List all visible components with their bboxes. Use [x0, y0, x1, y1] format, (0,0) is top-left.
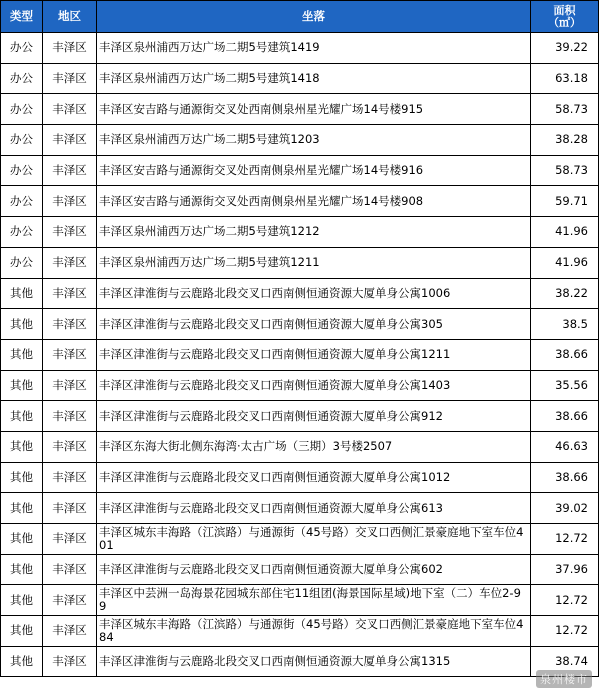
cell-district: 丰泽区: [43, 186, 97, 217]
cell-location: 丰泽区津淮街与云鹿路北段交叉口西南侧恒通资源大厦单身公寓1006: [97, 278, 531, 309]
cell-area: 38.28: [531, 125, 599, 156]
cell-location: 丰泽区津淮街与云鹿路北段交叉口西南侧恒通资源大厦单身公寓613: [97, 493, 531, 524]
cell-area: 39.02: [531, 493, 599, 524]
cell-area: 39.22: [531, 33, 599, 64]
cell-district: 丰泽区: [43, 247, 97, 278]
cell-type: 其他: [1, 616, 43, 647]
header-row: [1, 1, 599, 33]
table-row: [1, 616, 599, 647]
cell-type: 办公: [1, 247, 43, 278]
cell-type: 其他: [1, 554, 43, 585]
cell-type: 其他: [1, 462, 43, 493]
cell-area: 35.56: [531, 370, 599, 401]
cell-location: 丰泽区津淮街与云鹿路北段交叉口西南侧恒通资源大厦单身公寓912: [97, 401, 531, 432]
cell-area: 37.96: [531, 554, 599, 585]
cell-type: 办公: [1, 94, 43, 125]
cell-location: 丰泽区津淮街与云鹿路北段交叉口西南侧恒通资源大厦单身公寓305: [97, 309, 531, 340]
cell-district: 丰泽区: [43, 616, 97, 647]
cell-type: 其他: [1, 493, 43, 524]
table-row: [1, 94, 599, 125]
cell-location: 丰泽区城东丰海路（江滨路）与通源街（45号路）交叉口西侧汇景豪庭地下室车位401: [97, 524, 531, 555]
cell-district: 丰泽区: [43, 155, 97, 186]
cell-area: 38.22: [531, 278, 599, 309]
header-location: 坐落: [97, 1, 531, 33]
cell-district: 丰泽区: [43, 646, 97, 677]
table-row: [1, 370, 599, 401]
table-row: [1, 493, 599, 524]
cell-location: 丰泽区津淮街与云鹿路北段交叉口西南侧恒通资源大厦单身公寓1012: [97, 462, 531, 493]
cell-type: 其他: [1, 401, 43, 432]
cell-location: 丰泽区津淮街与云鹿路北段交叉口西南侧恒通资源大厦单身公寓602: [97, 554, 531, 585]
cell-location: 丰泽区泉州浦西万达广场二期5号建筑1212: [97, 217, 531, 248]
header-area: [531, 1, 599, 33]
cell-location: 丰泽区中芸洲一岛海景花园城东部住宅11组团(海景国际星域)地下室（二）车位2-99: [97, 585, 531, 616]
cell-type: 办公: [1, 125, 43, 156]
cell-type: 其他: [1, 585, 43, 616]
table-row: [1, 585, 599, 616]
cell-district: 丰泽区: [43, 401, 97, 432]
cell-area: 38.66: [531, 401, 599, 432]
cell-area: 38.74: [531, 646, 599, 677]
cell-location: 丰泽区安吉路与通源街交叉处西南侧泉州星光耀广场14号楼908: [97, 186, 531, 217]
cell-district: 丰泽区: [43, 33, 97, 64]
cell-type: 办公: [1, 186, 43, 217]
cell-district: 丰泽区: [43, 309, 97, 340]
cell-district: 丰泽区: [43, 217, 97, 248]
table-row: [1, 554, 599, 585]
table-row: [1, 646, 599, 677]
table-row: [1, 339, 599, 370]
cell-type: 其他: [1, 278, 43, 309]
cell-district: 丰泽区: [43, 63, 97, 94]
cell-district: 丰泽区: [43, 278, 97, 309]
cell-district: 丰泽区: [43, 585, 97, 616]
cell-district: 丰泽区: [43, 524, 97, 555]
cell-area: 58.73: [531, 94, 599, 125]
cell-district: 丰泽区: [43, 339, 97, 370]
cell-type: 其他: [1, 524, 43, 555]
table-row: [1, 63, 599, 94]
table-row: [1, 462, 599, 493]
table-row: [1, 125, 599, 156]
cell-district: 丰泽区: [43, 94, 97, 125]
cell-type: 办公: [1, 63, 43, 94]
cell-type: 其他: [1, 370, 43, 401]
cell-area: 59.71: [531, 186, 599, 217]
cell-location: 丰泽区津淮街与云鹿路北段交叉口西南侧恒通资源大厦单身公寓1315: [97, 646, 531, 677]
cell-location: 丰泽区泉州浦西万达广场二期5号建筑1419: [97, 33, 531, 64]
cell-location: 丰泽区泉州浦西万达广场二期5号建筑1418: [97, 63, 531, 94]
cell-area: 38.66: [531, 339, 599, 370]
cell-location: 丰泽区泉州浦西万达广场二期5号建筑1211: [97, 247, 531, 278]
watermark: 泉州楼市: [536, 670, 592, 688]
cell-location: 丰泽区津淮街与云鹿路北段交叉口西南侧恒通资源大厦单身公寓1211: [97, 339, 531, 370]
cell-district: 丰泽区: [43, 125, 97, 156]
table-row: [1, 401, 599, 432]
table-row: [1, 278, 599, 309]
cell-location: 丰泽区泉州浦西万达广场二期5号建筑1203: [97, 125, 531, 156]
table-row: [1, 309, 599, 340]
cell-location: 丰泽区东海大街北侧东海湾·太古广场（三期）3号楼2507: [97, 431, 531, 462]
cell-location: 丰泽区安吉路与通源街交叉处西南侧泉州星光耀广场14号楼915: [97, 94, 531, 125]
cell-district: 丰泽区: [43, 554, 97, 585]
cell-type: 其他: [1, 431, 43, 462]
cell-location: 丰泽区城东丰海路（江滨路）与通源街（45号路）交叉口西侧汇景豪庭地下室车位484: [97, 616, 531, 647]
cell-location: 丰泽区津淮街与云鹿路北段交叉口西南侧恒通资源大厦单身公寓1403: [97, 370, 531, 401]
cell-area: 38.5: [531, 309, 599, 340]
cell-area: 12.72: [531, 524, 599, 555]
cell-district: 丰泽区: [43, 370, 97, 401]
cell-area: 46.63: [531, 431, 599, 462]
cell-area: 58.73: [531, 155, 599, 186]
cell-area: 12.72: [531, 585, 599, 616]
cell-district: 丰泽区: [43, 431, 97, 462]
cell-type: 其他: [1, 309, 43, 340]
header-area-label: 面积: [553, 3, 576, 17]
header-area-unit: （㎡）: [548, 15, 581, 29]
table-row: [1, 33, 599, 64]
table-row: [1, 155, 599, 186]
table-row: [1, 431, 599, 462]
table-row: [1, 217, 599, 248]
cell-area: 12.72: [531, 616, 599, 647]
header-type: 类型: [1, 1, 43, 33]
cell-type: 办公: [1, 33, 43, 64]
table-row: [1, 524, 599, 555]
cell-area: 41.96: [531, 217, 599, 248]
table-body: [1, 33, 599, 677]
cell-type: 办公: [1, 155, 43, 186]
cell-area: 38.66: [531, 462, 599, 493]
cell-type: 其他: [1, 646, 43, 677]
cell-type: 其他: [1, 339, 43, 370]
cell-area: 41.96: [531, 247, 599, 278]
cell-location: 丰泽区安吉路与通源街交叉处西南侧泉州星光耀广场14号楼916: [97, 155, 531, 186]
table-row: [1, 247, 599, 278]
cell-district: 丰泽区: [43, 493, 97, 524]
cell-district: 丰泽区: [43, 462, 97, 493]
header-district: 地区: [43, 1, 97, 33]
table-row: [1, 186, 599, 217]
cell-type: 办公: [1, 217, 43, 248]
cell-area: 63.18: [531, 63, 599, 94]
